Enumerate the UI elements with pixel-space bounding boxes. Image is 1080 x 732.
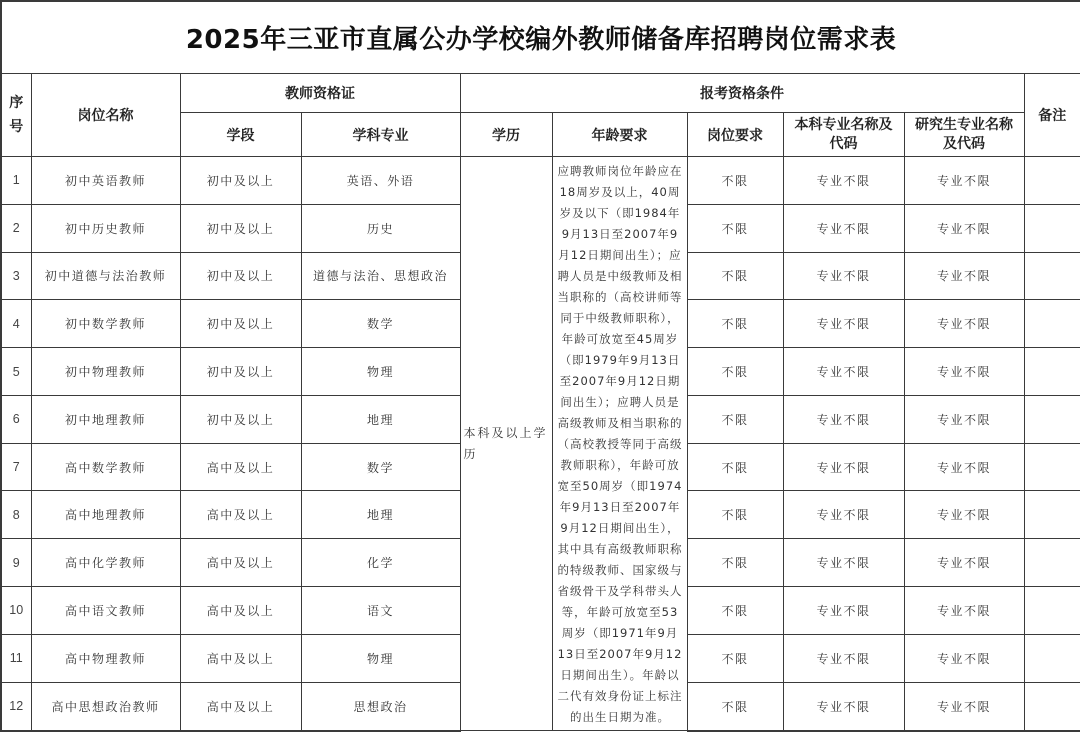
cell-seq: 5 xyxy=(1,348,31,396)
cell-cert-level: 初中及以上 xyxy=(180,300,301,348)
header-undergrad-major-line1: 本科专业名称及 xyxy=(794,116,893,133)
cell-position: 高中化学教师 xyxy=(31,539,180,587)
cell-position-req: 不限 xyxy=(687,395,783,443)
header-seq-line2: 号 xyxy=(9,119,24,135)
cell-cert-level: 高中及以上 xyxy=(180,682,301,730)
cell-seq: 3 xyxy=(1,252,31,300)
cell-seq: 7 xyxy=(1,443,31,491)
header-grad-major-line1: 研究生专业名称 xyxy=(915,116,1013,133)
header-undergrad-major xyxy=(783,113,904,157)
cell-remarks xyxy=(1024,300,1080,348)
cell-cert-level: 高中及以上 xyxy=(180,443,301,491)
header-seq xyxy=(1,74,31,157)
cell-undergrad-major: 专业不限 xyxy=(783,491,904,539)
cell-undergrad-major: 专业不限 xyxy=(783,634,904,682)
cell-cert-subject: 地理 xyxy=(301,395,460,443)
cell-remarks xyxy=(1024,682,1080,730)
cell-position: 高中数学教师 xyxy=(31,443,180,491)
page-title: 2025年三亚市直属公办学校编外教师储备库招聘岗位需求表 xyxy=(1,1,1080,74)
cell-cert-level: 初中及以上 xyxy=(180,204,301,252)
cell-position: 初中道德与法治教师 xyxy=(31,252,180,300)
cell-cert-level: 高中及以上 xyxy=(180,539,301,587)
cell-position: 高中语文教师 xyxy=(31,587,180,635)
cell-grad-major: 专业不限 xyxy=(904,587,1024,635)
cell-undergrad-major: 专业不限 xyxy=(783,539,904,587)
cell-cert-subject: 道德与法治、思想政治 xyxy=(301,252,460,300)
cell-grad-major: 专业不限 xyxy=(904,634,1024,682)
cell-position: 初中地理教师 xyxy=(31,395,180,443)
cell-cert-subject: 英语、外语 xyxy=(301,157,460,205)
cell-age-requirement-merged: 应聘教师岗位年龄应在18周岁及以上，40周岁及以下（即1984年9月13日至2007年9月12日期间出生）；应聘人员是中级教师及相当职称的（高校讲师等同于中级教师职称），年龄可放宽至45周岁（即1979年9月13日至2007年9月12日期间出生）；应聘人员是高级教师及相当职称的（高校教授等同于高级教师职称），年龄可放宽至50周岁（即1974年9月13日至2007年9月12日期间出生），其中具有高级教师职称的特级教师、国家级与省级骨干及学科带头人等，年龄可放宽至53周岁（即1971年9月13日至2007年9月12日期间出生）。年龄以二代有效身份证上标注的出生日期为准。 xyxy=(552,157,687,731)
table-body xyxy=(1,157,1080,731)
cell-cert-level: 初中及以上 xyxy=(180,348,301,396)
header-age-requirement: 年龄要求 xyxy=(552,113,687,157)
header-education: 学历 xyxy=(460,113,552,157)
cell-remarks xyxy=(1024,443,1080,491)
cell-cert-subject: 物理 xyxy=(301,634,460,682)
cell-remarks xyxy=(1024,634,1080,682)
cell-undergrad-major: 专业不限 xyxy=(783,300,904,348)
cell-cert-subject: 数学 xyxy=(301,300,460,348)
cell-cert-subject: 化学 xyxy=(301,539,460,587)
cell-grad-major: 专业不限 xyxy=(904,539,1024,587)
cell-cert-level: 初中及以上 xyxy=(180,395,301,443)
cell-position: 高中地理教师 xyxy=(31,491,180,539)
cell-position-req: 不限 xyxy=(687,252,783,300)
cell-grad-major: 专业不限 xyxy=(904,682,1024,730)
cell-grad-major: 专业不限 xyxy=(904,252,1024,300)
header-remarks: 备注 xyxy=(1024,74,1080,157)
cell-grad-major: 专业不限 xyxy=(904,395,1024,443)
cell-remarks xyxy=(1024,587,1080,635)
cell-cert-subject: 历史 xyxy=(301,204,460,252)
cell-grad-major: 专业不限 xyxy=(904,204,1024,252)
cell-cert-subject: 思想政治 xyxy=(301,682,460,730)
cell-undergrad-major: 专业不限 xyxy=(783,682,904,730)
cell-seq: 12 xyxy=(1,682,31,730)
cell-remarks xyxy=(1024,395,1080,443)
cell-seq: 1 xyxy=(1,157,31,205)
cell-position: 高中思想政治教师 xyxy=(31,682,180,730)
cell-cert-level: 高中及以上 xyxy=(180,587,301,635)
header-undergrad-major-line2: 代码 xyxy=(829,135,858,152)
cell-remarks xyxy=(1024,348,1080,396)
cell-grad-major: 专业不限 xyxy=(904,443,1024,491)
cell-seq: 9 xyxy=(1,539,31,587)
cell-position-req: 不限 xyxy=(687,300,783,348)
cell-undergrad-major: 专业不限 xyxy=(783,395,904,443)
cell-cert-level: 高中及以上 xyxy=(180,634,301,682)
cell-cert-subject: 物理 xyxy=(301,348,460,396)
cell-position-req: 不限 xyxy=(687,348,783,396)
cell-position: 初中历史教师 xyxy=(31,204,180,252)
cell-position-req: 不限 xyxy=(687,491,783,539)
cell-remarks xyxy=(1024,157,1080,205)
cell-position: 初中物理教师 xyxy=(31,348,180,396)
cell-grad-major: 专业不限 xyxy=(904,157,1024,205)
cell-cert-level: 初中及以上 xyxy=(180,157,301,205)
cell-grad-major: 专业不限 xyxy=(904,491,1024,539)
cell-seq: 2 xyxy=(1,204,31,252)
header-cert-level: 学段 xyxy=(180,113,301,157)
header-eligibility-group: 报考资格条件 xyxy=(460,74,1024,113)
cell-seq: 10 xyxy=(1,587,31,635)
cell-education-merged: 本科及以上学历 xyxy=(460,157,552,731)
header-grad-major-line2: 及代码 xyxy=(943,135,985,152)
cell-position-req: 不限 xyxy=(687,204,783,252)
header-cert-subject: 学科专业 xyxy=(301,113,460,157)
cell-remarks xyxy=(1024,491,1080,539)
cell-position-req: 不限 xyxy=(687,634,783,682)
header-grad-major xyxy=(904,113,1024,157)
cell-undergrad-major: 专业不限 xyxy=(783,157,904,205)
cell-position: 高中物理教师 xyxy=(31,634,180,682)
cell-position-req: 不限 xyxy=(687,157,783,205)
cell-cert-subject: 数学 xyxy=(301,443,460,491)
cell-undergrad-major: 专业不限 xyxy=(783,443,904,491)
cell-position-req: 不限 xyxy=(687,539,783,587)
cell-undergrad-major: 专业不限 xyxy=(783,252,904,300)
cell-undergrad-major: 专业不限 xyxy=(783,204,904,252)
header-row-1 xyxy=(1,74,1080,113)
cell-remarks xyxy=(1024,539,1080,587)
cell-position: 初中英语教师 xyxy=(31,157,180,205)
cell-seq: 8 xyxy=(1,491,31,539)
cell-cert-level: 高中及以上 xyxy=(180,491,301,539)
header-position-requirement: 岗位要求 xyxy=(687,113,783,157)
cell-position-req: 不限 xyxy=(687,587,783,635)
cell-grad-major: 专业不限 xyxy=(904,348,1024,396)
cell-remarks xyxy=(1024,204,1080,252)
cell-remarks xyxy=(1024,252,1080,300)
title-row xyxy=(1,1,1080,74)
cell-seq: 11 xyxy=(1,634,31,682)
header-position-name: 岗位名称 xyxy=(31,74,180,157)
cell-cert-subject: 地理 xyxy=(301,491,460,539)
header-teacher-cert-group: 教师资格证 xyxy=(180,74,460,113)
cell-undergrad-major: 专业不限 xyxy=(783,587,904,635)
cell-cert-subject: 语文 xyxy=(301,587,460,635)
cell-position-req: 不限 xyxy=(687,682,783,730)
cell-grad-major: 专业不限 xyxy=(904,300,1024,348)
cell-seq: 6 xyxy=(1,395,31,443)
cell-undergrad-major: 专业不限 xyxy=(783,348,904,396)
cell-seq: 4 xyxy=(1,300,31,348)
cell-cert-level: 初中及以上 xyxy=(180,252,301,300)
cell-position-req: 不限 xyxy=(687,443,783,491)
table-row xyxy=(1,157,1080,205)
header-seq-line1: 序 xyxy=(9,95,24,111)
cell-position: 初中数学教师 xyxy=(31,300,180,348)
